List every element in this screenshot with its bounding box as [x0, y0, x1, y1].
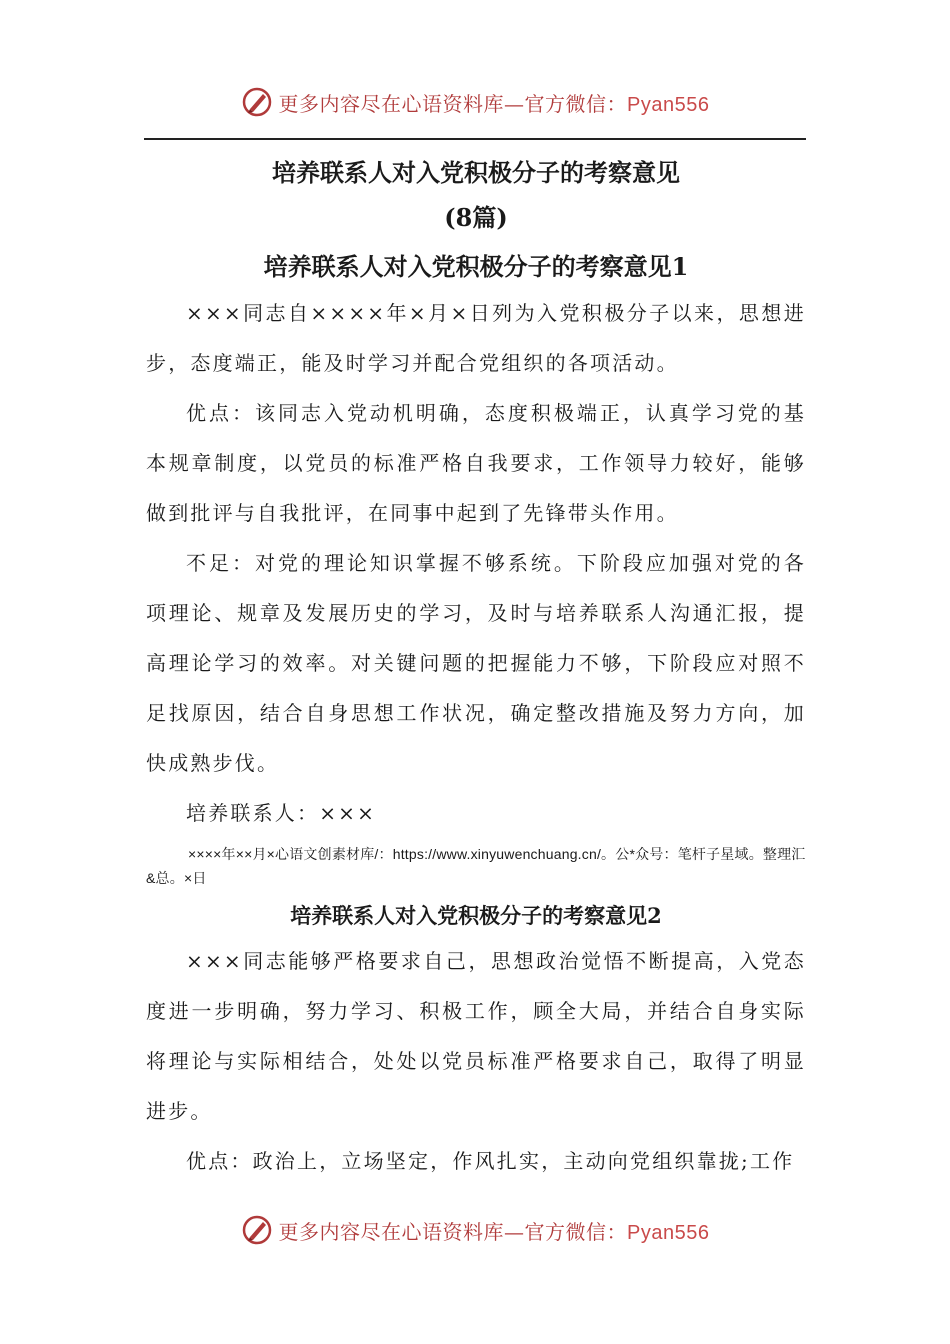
- document-subtitle: (8篇): [444, 203, 508, 232]
- section2-paragraph-1: ×××同志能够严格要求自己，思想政治觉悟不断提高，入党态度进一步明确，努力学习、积极工作，顾全大局，并结合自身实际将理论与实际相结合，处处以党员标准严格要求自己，取得了明显进步。: [146, 949, 806, 1123]
- section1-paragraph-2: 优点：该同志入党动机明确，态度积极端正，认真学习党的基本规章制度，以党员的标准严格自我要求，工作领导力较好，能够做到批评与自我批评，在同事中起到了先锋带头作用。: [146, 401, 806, 525]
- pen-logo-icon: [241, 86, 273, 118]
- document-title: 培养联系人对入党积极分子的考察意见: [272, 158, 680, 187]
- section1-date-note: ××××年××月×心语文创素材库/：https://www.xinyuwenchuang.cn/。公*众号：笔杆子星域。整理汇&总。×日: [146, 846, 806, 886]
- document-body: [146, 148, 806, 1186]
- header-divider: [144, 138, 806, 140]
- section1-heading: 培养联系人对入党积极分子的考察意见1: [263, 252, 689, 281]
- footer-banner-text: 更多内容尽在心语资料库—官方微信：Pyan556: [278, 1219, 710, 1244]
- footer-wechat-id: Pyan556: [627, 1221, 710, 1244]
- section1-paragraph-1: ×××同志自××××年×月×日列为入党积极分子以来，思想进步，态度端正，能及时学习并配合党组织的各项活动。: [146, 301, 806, 375]
- header-banner: [0, 82, 950, 122]
- section2-paragraph-2: 优点：政治上，立场坚定，作风扎实，主动向党组织靠拢;工作: [186, 1149, 795, 1173]
- pen-logo-icon: [241, 1214, 273, 1246]
- header-banner-text: 更多内容尽在心语资料库—官方微信：Pyan556: [278, 91, 710, 116]
- header-wechat-id: Pyan556: [627, 93, 710, 116]
- section2-heading: 培养联系人对入党积极分子的考察意见2: [290, 903, 662, 928]
- footer-banner: [0, 1210, 950, 1250]
- section1-paragraph-3: 不足：对党的理论知识掌握不够系统。下阶段应加强对党的各项理论、规章及发展历史的学习，及时与培养联系人沟通汇报，提高理论学习的效率。对关键问题的把握能力不够，下阶段应对照不足找原因，结合自身思想工作状况，确定整改措施及努力方向，加快成熟步伐。: [146, 551, 806, 775]
- section1-signature: 培养联系人：×××: [186, 801, 377, 825]
